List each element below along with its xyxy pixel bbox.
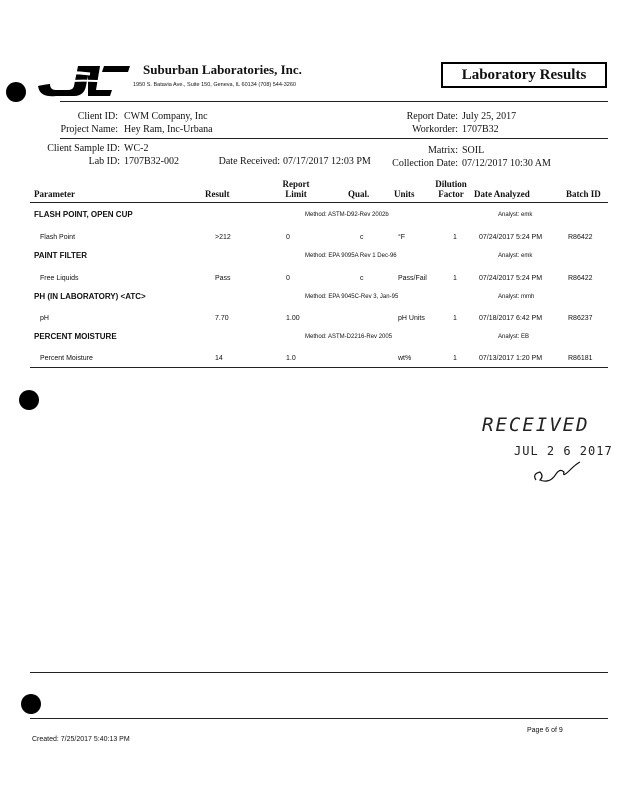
header-divider [60, 101, 608, 102]
row-parameter: Free Liquids [40, 275, 79, 282]
col-limit: Limit [285, 189, 307, 199]
row-qual: c [360, 234, 364, 241]
lab-logo [30, 60, 130, 100]
row-units: wt% [398, 355, 412, 362]
workorder-value: 1707B32 [462, 124, 499, 135]
row-units: Pass/Fail [398, 275, 427, 282]
lab-id-label: Lab ID: [88, 156, 120, 167]
col-parameter: Parameter [34, 189, 75, 199]
table-header-divider [30, 202, 608, 203]
row-date: 07/13/2017 1:20 PM [479, 355, 543, 362]
row-dilution: 1 [453, 355, 457, 362]
col-units: Units [394, 189, 415, 199]
received-stamp: RECEIVED [482, 414, 590, 436]
project-name-label: Project Name: [60, 124, 118, 135]
row-dilution: 1 [453, 234, 457, 241]
section-analyst: Analyst: EB [498, 334, 530, 340]
row-batch: R86237 [568, 315, 593, 322]
report-date-value: July 25, 2017 [462, 111, 517, 122]
section-method: Method: EPA 9095A Rev 1 Dec-96 [305, 253, 397, 259]
row-batch: R86181 [568, 355, 593, 362]
section-title: PAINT FILTER [34, 251, 88, 260]
row-batch: R86422 [568, 234, 593, 241]
lab-name: Suburban Laboratories, Inc. [143, 62, 302, 77]
workorder-label: Workorder: [412, 124, 458, 135]
row-result: 14 [215, 355, 223, 362]
section-method: Method: EPA 9045C-Rev 3, Jan-95 [305, 294, 399, 300]
col-date-analyzed: Date Analyzed [474, 189, 530, 199]
row-qual: c [360, 275, 364, 282]
section-method: Method: ASTM-D2216-Rev 2005 [305, 334, 393, 340]
date-received-label: Date Received: [218, 156, 280, 167]
row-limit: 1.0 [286, 355, 296, 362]
row-parameter: pH [40, 315, 49, 322]
sample-id-value: WC-2 [124, 143, 149, 154]
report-date-label: Report Date: [406, 111, 458, 122]
col-batch-id: Batch ID [566, 189, 601, 199]
col-result: Result [205, 189, 230, 199]
stamp-signature [530, 458, 590, 488]
client-id-label: Client ID: [77, 111, 118, 122]
date-received-value: 07/17/2017 12:03 PM [283, 156, 371, 167]
matrix-label: Matrix: [428, 145, 458, 156]
row-date: 07/24/2017 5:24 PM [479, 275, 543, 282]
row-date: 07/24/2017 5:24 PM [479, 234, 543, 241]
collection-date-label: Collection Date: [392, 158, 458, 169]
section-method: Method: ASTM-D92-Rev 2002b [305, 212, 389, 218]
client-divider [60, 138, 608, 139]
row-result: >212 [215, 234, 231, 241]
row-units: pH Units [398, 315, 425, 322]
matrix-value: SOIL [462, 145, 485, 156]
table-bottom-divider [30, 367, 608, 368]
row-dilution: 1 [453, 315, 457, 322]
col-qual: Qual. [348, 189, 370, 199]
lab-address: 1950 S. Batavia Ave., Suite 150, Geneva, IL 60134 (708) 544-3260 [133, 82, 296, 88]
punch-hole-middle [19, 390, 39, 410]
row-units: °F [398, 234, 406, 241]
footer-divider-bottom [30, 718, 608, 719]
row-parameter: Flash Point [40, 234, 76, 241]
row-limit: 0 [286, 275, 290, 282]
row-result: 7.70 [215, 315, 229, 322]
received-stamp-date: JUL 2 6 2017 [514, 444, 613, 458]
section-analyst: Analyst: emk [498, 212, 533, 218]
row-result: Pass [215, 275, 231, 282]
col-factor: Factor [438, 189, 464, 199]
row-batch: R86422 [568, 275, 593, 282]
footer-divider-top [30, 672, 608, 673]
section-title: PERCENT MOISTURE [34, 332, 117, 341]
section-title: FLASH POINT, OPEN CUP [34, 210, 133, 219]
section-analyst: Analyst: mmh [498, 294, 535, 300]
sample-id-label: Client Sample ID: [47, 143, 120, 154]
punch-hole-bottom [21, 694, 41, 714]
col-dilution: Dilution [435, 179, 467, 189]
client-id-value: CWM Company, Inc [124, 111, 208, 122]
row-limit: 0 [286, 234, 290, 241]
document-title: Laboratory Results [441, 62, 607, 88]
project-name-value: Hey Ram, Inc-Urbana [124, 124, 213, 135]
created-timestamp: Created: 7/25/2017 5:40:13 PM [32, 736, 130, 743]
row-limit: 1.00 [286, 315, 300, 322]
col-report: Report [282, 179, 310, 189]
section-analyst: Analyst: emk [498, 253, 533, 259]
row-dilution: 1 [453, 275, 457, 282]
collection-date-value: 07/12/2017 10:30 AM [462, 158, 551, 169]
page-number: Page 6 of 9 [527, 727, 563, 734]
lab-id-value: 1707B32-002 [124, 156, 179, 167]
row-parameter: Percent Moisture [40, 355, 93, 362]
row-date: 07/18/2017 6:42 PM [479, 315, 543, 322]
punch-hole-top [6, 82, 26, 102]
section-title: PH (IN LABORATORY) <ATC> [34, 292, 146, 301]
